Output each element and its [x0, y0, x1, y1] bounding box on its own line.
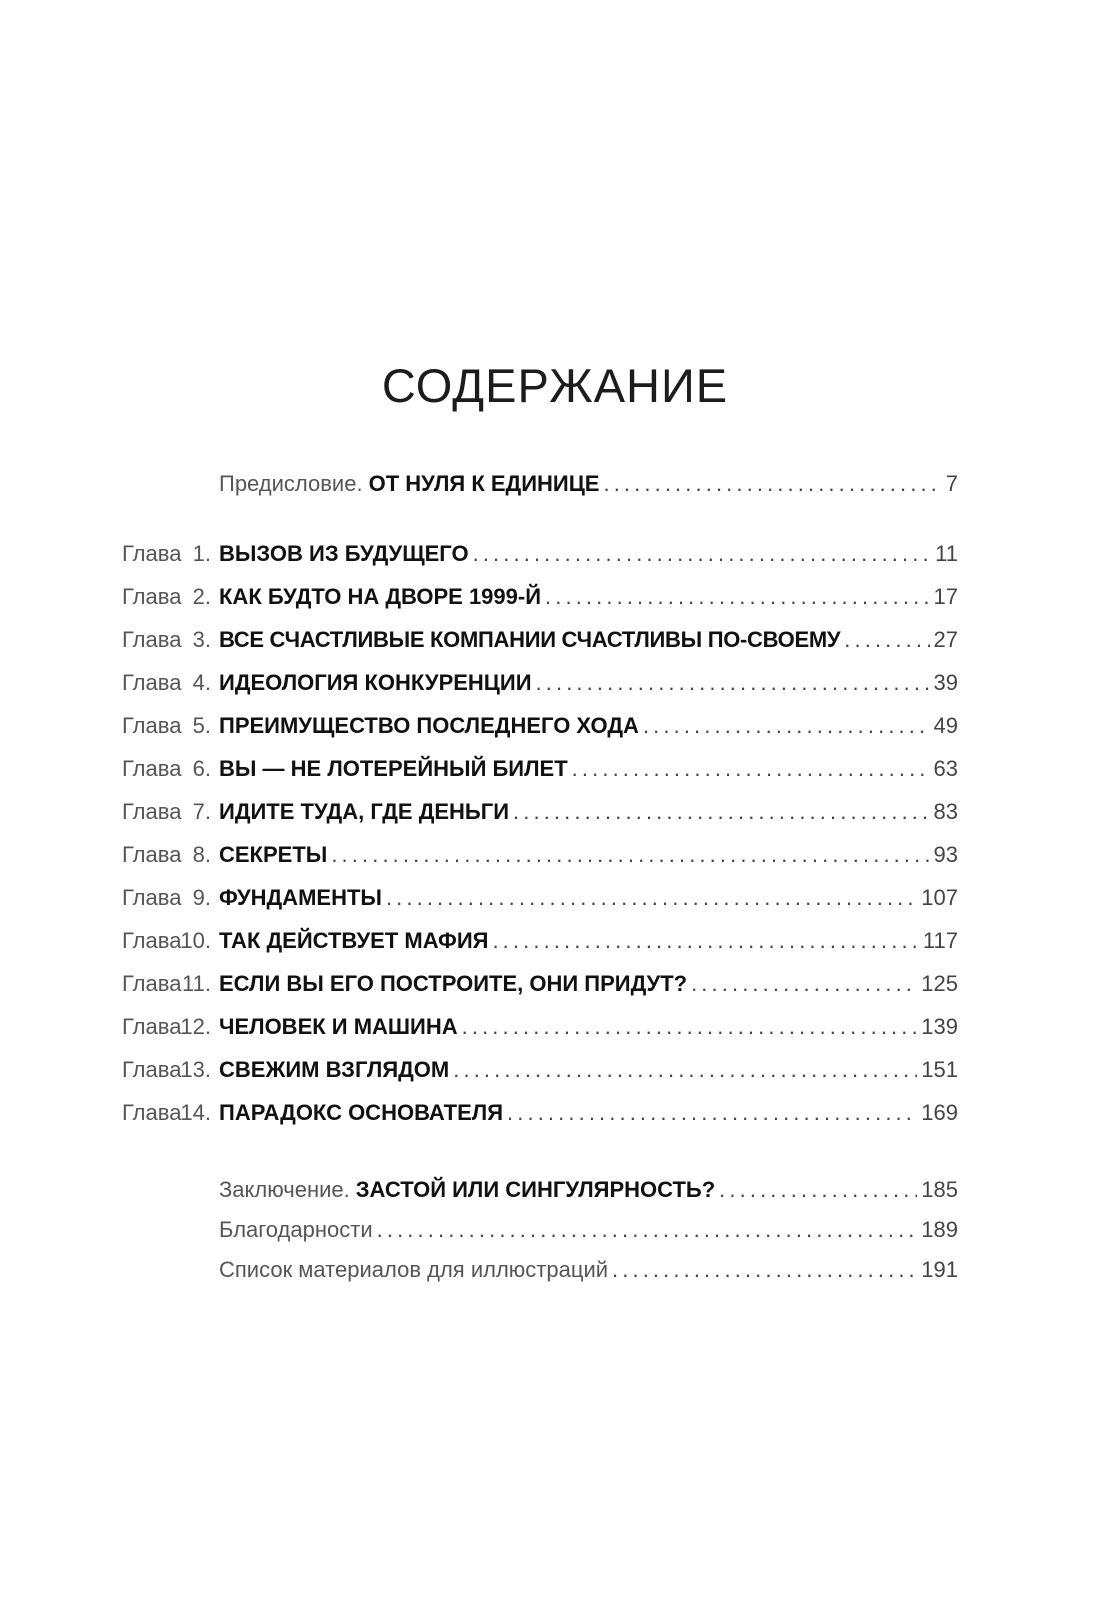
entry-title: ВСЕ СЧАСТЛИВЫЕ КОМПАНИИ СЧАСТЛИВЫ ПО-СВОЕМУ: [219, 627, 841, 652]
entry-page-number: 151: [921, 1057, 958, 1082]
entry-title: Список материалов для иллюстраций: [219, 1257, 609, 1282]
entry-title: ОТ НУЛЯ К ЕДИНИЦЕ: [368, 471, 600, 496]
chapter-number: 11.: [182, 971, 211, 996]
chapter-number: 3.: [192, 627, 211, 652]
dot-leader: [453, 1054, 917, 1086]
toc-entry-chapter-9[interactable]: [0, 882, 1110, 914]
entry-page-number: 139: [921, 1014, 958, 1039]
dot-leader: [844, 624, 929, 656]
toc-entry-chapter-4[interactable]: [0, 667, 1110, 699]
entry-page-number: 83: [933, 799, 958, 824]
toc-entry-chapter-1[interactable]: [0, 538, 1110, 570]
entry-title: ВЫЗОВ ИЗ БУДУЩЕГО: [219, 541, 469, 566]
entry-page-number: 27: [933, 627, 958, 652]
dot-leader: [386, 882, 917, 914]
chapter-label: Глава: [122, 1100, 182, 1125]
chapter-number: 5.: [192, 713, 211, 738]
toc-entry-chapter-11[interactable]: [0, 968, 1110, 1000]
dot-leader: [377, 1214, 918, 1246]
chapter-number: 1.: [192, 541, 211, 566]
entry-page-number: 189: [921, 1217, 958, 1242]
toc-entry-chapter-14[interactable]: [0, 1097, 1110, 1129]
toc-entry-preface[interactable]: [0, 468, 1110, 500]
chapter-label: Глава: [122, 928, 182, 953]
dot-leader: [643, 710, 930, 742]
chapter-label: Глава: [122, 627, 182, 652]
toc-entry-chapter-8[interactable]: [0, 839, 1110, 871]
toc-entry-chapter-7[interactable]: [0, 796, 1110, 828]
toc-entry-acknowledgements[interactable]: [0, 1214, 1110, 1246]
entry-title: ВЫ — НЕ ЛОТЕРЕЙНЫЙ БИЛЕТ: [219, 756, 568, 781]
dot-leader: [603, 468, 941, 500]
entry-title: ТАК ДЕЙСТВУЕТ МАФИЯ: [219, 928, 489, 953]
chapter-label: Глава: [122, 799, 182, 824]
entry-page-number: 107: [921, 885, 958, 910]
chapter-number: 8.: [192, 842, 211, 867]
entry-page-number: 17: [933, 584, 958, 609]
chapter-label: Глава: [122, 541, 182, 566]
toc-entry-chapter-3[interactable]: [0, 624, 1110, 656]
entry-title: ИДИТЕ ТУДА, ГДЕ ДЕНЬГИ: [219, 799, 510, 824]
chapter-number: 14.: [180, 1100, 211, 1125]
chapter-number: 10.: [180, 928, 211, 953]
toc-entry-illustrations[interactable]: [0, 1254, 1110, 1286]
toc-entry-conclusion[interactable]: [0, 1174, 1110, 1206]
dot-leader: [473, 538, 932, 570]
dot-leader: [572, 753, 930, 785]
entry-page-number: 125: [921, 971, 958, 996]
dot-leader: [507, 1097, 917, 1129]
entry-page-number: 185: [921, 1177, 958, 1202]
chapter-label: Глава: [122, 885, 182, 910]
toc-entry-chapter-2[interactable]: [0, 581, 1110, 613]
chapter-label: Глава: [122, 713, 182, 738]
entry-title: ФУНДАМЕНТЫ: [219, 885, 382, 910]
dot-leader: [331, 839, 929, 871]
entry-title: ЗАСТОЙ ИЛИ СИНГУЛЯРНОСТЬ?: [355, 1177, 716, 1202]
dot-leader: [536, 667, 930, 699]
chapter-label: Глава: [122, 670, 182, 695]
chapter-number: 12.: [180, 1014, 211, 1039]
dot-leader: [492, 925, 918, 957]
entry-title: КАК БУДТО НА ДВОРЕ 1999-Й: [219, 584, 542, 609]
entry-title: СЕКРЕТЫ: [219, 842, 328, 867]
entry-page-number: 169: [921, 1100, 958, 1125]
entry-title: ЧЕЛОВЕК И МАШИНА: [219, 1014, 458, 1039]
chapter-label: Глава: [122, 971, 182, 996]
chapter-label: Глава: [122, 756, 182, 781]
chapter-label: Глава: [122, 584, 182, 609]
entry-page-number: 39: [933, 670, 958, 695]
entry-title: ПРЕИМУЩЕСТВО ПОСЛЕДНЕГО ХОДА: [219, 713, 639, 738]
entry-page-number: 93: [933, 842, 958, 867]
chapter-number: 9.: [192, 885, 211, 910]
dot-leader: [612, 1254, 917, 1286]
toc-entry-chapter-5[interactable]: [0, 710, 1110, 742]
page-title: СОДЕРЖАНИЕ: [381, 359, 729, 412]
toc-entry-chapter-10[interactable]: [0, 925, 1110, 957]
entry-page-number: 63: [933, 756, 958, 781]
toc-entry-chapter-13[interactable]: [0, 1054, 1110, 1086]
entry-title: СВЕЖИМ ВЗГЛЯДОМ: [219, 1057, 450, 1082]
chapter-number: 4.: [192, 670, 211, 695]
chapter-number: 13.: [180, 1057, 211, 1082]
dot-leader: [513, 796, 929, 828]
chapter-label: Глава: [122, 1014, 182, 1039]
dot-leader: [545, 581, 929, 613]
dot-leader: [462, 1011, 918, 1043]
chapter-number: 7.: [192, 799, 211, 824]
entry-title: ПАРАДОКС ОСНОВАТЕЛЯ: [219, 1100, 504, 1125]
entry-page-number: 117: [922, 928, 958, 953]
chapter-label: Глава: [122, 842, 182, 867]
entry-page-number: 11: [935, 541, 958, 566]
entry-page-number: 191: [921, 1257, 958, 1282]
entry-lead: Заключение.: [219, 1177, 350, 1202]
entry-page-number: 49: [933, 713, 958, 738]
chapter-label: Глава: [122, 1057, 182, 1082]
entry-page-number: 7: [945, 471, 958, 496]
chapter-number: 6.: [192, 756, 211, 781]
chapter-number: 2.: [192, 584, 211, 609]
dot-leader: [719, 1174, 917, 1206]
toc-entry-chapter-12[interactable]: [0, 1011, 1110, 1043]
entry-title: ЕСЛИ ВЫ ЕГО ПОСТРОИТЕ, ОНИ ПРИДУТ?: [219, 971, 688, 996]
entry-lead: Предисловие.: [219, 471, 363, 496]
dot-leader: [691, 968, 917, 1000]
entry-title: ИДЕОЛОГИЯ КОНКУРЕНЦИИ: [219, 670, 532, 695]
toc-entry-chapter-6[interactable]: [0, 753, 1110, 785]
entry-title: Благодарности: [219, 1217, 373, 1242]
